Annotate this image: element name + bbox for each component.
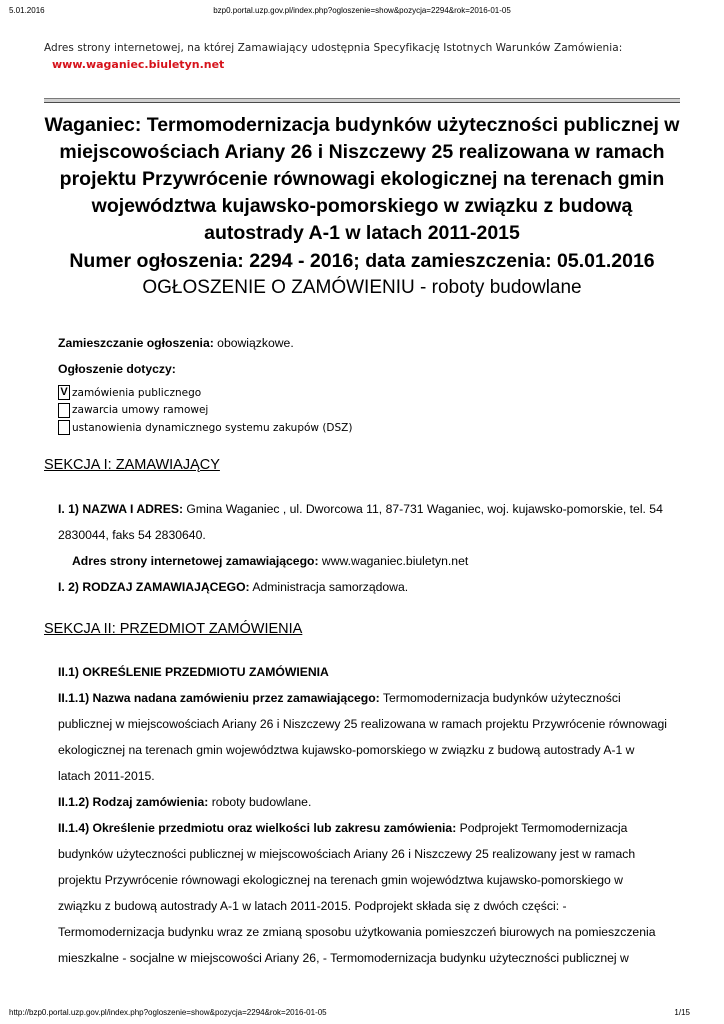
print-date: 5.01.2016 — [9, 6, 45, 15]
order-kind-value: roboty budowlane. — [208, 795, 312, 809]
order-name-value: Termomodernizacja budynków użyteczności publicznej w miejscowościach Ariany 26 i Niszczewy 25 realizowana w ramach projektu Przywrócenie równowagi ekologicznej na terenach gmin województwa kujawsko-pomorskiego w związku z budową autostrady A-1 w latach 2011-2015. — [58, 691, 667, 783]
order-scope-value: Podprojekt Termomodernizacja budynków użyteczności publicznej w miejscowościach Ariany 26 i Niszczewy 25 realizowany jest w ramach projektu Przywrócenie równowagi ekologicznej na terenach gmin województwa kujawsko-pomorskiego w związku z budową autostrady A-1 w latach 2011-2015. Podprojekt składa się z dwóch części: - Termomodernizacja budynku wraz ze zmianą sposobu użytkowania pomieszczeń biurowych na pomieszczenia mieszkalne - socjalne w miejscowości Ariany 26, - Termomodernizacja budynku użyteczności publicznej w — [58, 821, 656, 965]
siwz-site-box — [44, 42, 704, 71]
section2-body — [58, 659, 668, 971]
checkbox-empty — [58, 403, 70, 418]
placement-row — [58, 330, 668, 356]
placement-value: obowiązkowe. — [213, 336, 294, 350]
checkbox-empty — [58, 420, 70, 435]
contracting-type — [58, 574, 668, 600]
order-scope-label: II.1.4) Określenie przedmiotu oraz wielkości lub zakresu zamówienia: — [58, 821, 457, 835]
section1-heading: SEKCJA I: ZAMAWIAJĄCY — [44, 457, 220, 473]
announcement-number: Numer ogłoszenia: 2294 - 2016; data zamieszczenia: 05.01.2016 — [69, 250, 655, 272]
page-number: 1/15 — [674, 1008, 690, 1017]
website-label: Adres strony internetowej zamawiającego: — [72, 554, 319, 568]
concerns-label-row — [58, 356, 668, 382]
order-name — [58, 685, 668, 789]
footer-url: http://bzp0.portal.uzp.gov.pl/index.php?ogloszenie=show&pozycja=2294&rok=2016-01-05 — [9, 1008, 327, 1017]
website-value: www.waganiec.biuletyn.net — [318, 554, 469, 568]
page-title: Waganiec: Termomodernizacja budynków użyteczności publicznej w miejscowościach Ariany 26 i Niszczewy 25 realizowana w ramach projektu Przywrócenie równowagi ekologicznej na terenach gmin województwa kujawsko-pomorskiego w związku z budową autostrady A-1 w latach 2011-2015 — [44, 114, 680, 244]
concerns-option — [58, 419, 668, 437]
name-address-label: I. 1) NAZWA I ADRES: — [58, 502, 184, 516]
horizontal-divider — [44, 98, 680, 103]
title-block — [40, 112, 684, 301]
type-label: I. 2) RODZAJ ZAMAWIAJĄCEGO: — [58, 580, 250, 594]
announcement-kind — [40, 275, 684, 301]
announcement-kind-suffix: - roboty budowlane — [414, 277, 582, 298]
order-kind — [58, 789, 668, 815]
checkbox-checked: V — [58, 385, 70, 400]
order-scope — [58, 815, 668, 971]
placement-label: Zamieszczanie ogłoszenia: — [58, 336, 214, 350]
type-value: Administracja samorządowa. — [249, 580, 409, 594]
siwz-site-link[interactable]: www.waganiec.biuletyn.net — [52, 58, 225, 71]
siwz-site-label: Adres strony internetowej, na której Zamawiający udostępnia Specyfikację Istotnych Warunków Zamówienia: — [44, 42, 623, 54]
concerns-options — [58, 384, 668, 437]
contracting-name-address — [58, 496, 668, 548]
subject-subheading-label: II.1) OKREŚLENIE PRZEDMIOTU ZAMÓWIENIA — [58, 665, 329, 679]
section2-heading: SEKCJA II: PRZEDMIOT ZAMÓWIENIA — [44, 621, 303, 637]
print-url: bzp0.portal.uzp.gov.pl/index.php?ogloszenie=show&pozycja=2294&rok=2016-01-05 — [213, 6, 511, 15]
option-label: ustanowienia dynamicznego systemu zakupów (DSZ) — [72, 421, 353, 434]
contracting-website — [58, 548, 668, 574]
option-label: zamówienia publicznego — [72, 386, 202, 399]
name-address-value: Gmina Waganiec , ul. Dworcowa 11, 87-731 Waganiec, woj. kujawsko-pomorskie, tel. 54 2830044, faks 54 2830640. — [58, 502, 663, 542]
subject-subheading — [58, 659, 668, 685]
order-kind-label: II.1.2) Rodzaj zamówienia: — [58, 795, 209, 809]
order-name-label: II.1.1) Nazwa nadana zamówieniu przez zamawiającego: — [58, 691, 380, 705]
announcement-kind-main: OGŁOSZENIE O ZAMÓWIENIU — [142, 277, 415, 298]
announcement-meta — [58, 330, 668, 437]
option-label: zawarcia umowy ramowej — [72, 404, 209, 417]
section1-body — [58, 496, 668, 600]
concerns-label: Ogłoszenie dotyczy: — [58, 362, 176, 376]
